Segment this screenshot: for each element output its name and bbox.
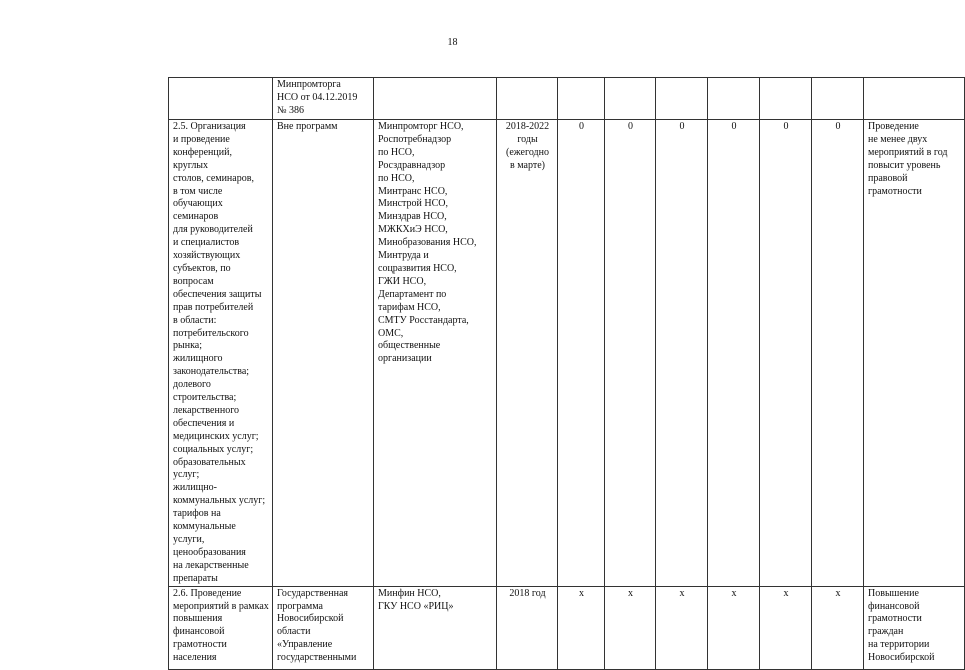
program-table — [168, 77, 965, 670]
page-number: 18 — [447, 37, 458, 48]
period-cell: 2018 год — [497, 586, 558, 669]
value-cell: 0 — [760, 120, 812, 587]
value-cell: 0 — [708, 120, 760, 587]
measure-cell: 2.5. Организация и проведение конференций, круглых столов, семинаров, в том числе обучающих семинаров для руководителей и специалистов хозяйствующих субъектов, по вопросам обеспечения защиты прав потребителей в области: потребительского рынка; жилищного законодательства; долевого строительства; лекарственного обеспечения и медицинских услуг; социальных услуг; образовательных услуг; жилищно- коммунальных услуг; тарифов на коммунальные услуги, ценообразования на лекарственные препараты — [169, 120, 273, 587]
value-cell — [605, 78, 656, 120]
value-cell: х — [760, 586, 812, 669]
value-cell: х — [656, 586, 708, 669]
value-cell: 0 — [812, 120, 864, 587]
executors-cell — [374, 78, 497, 120]
table-row — [169, 120, 965, 587]
measure-cell: 2.6. Проведение мероприятий в рамках повышения финансовой грамотности населения — [169, 586, 273, 669]
period-cell — [497, 78, 558, 120]
value-cell — [708, 78, 760, 120]
value-cell — [656, 78, 708, 120]
executors-cell: Минпромторг НСО, Роспотребнадзор по НСО, Росздравнадзор по НСО, Минтранс НСО, Минстрой НСО, Минздрав НСО, МЖКХиЭ НСО, Минобразования НСО, Минтруда и соцразвития НСО, ГЖИ НСО, Департамент по тарифам НСО, СМТУ Росстандарта, ОМС, общественные организации — [374, 120, 497, 587]
funding-source-cell: Минпромторга НСО от 04.12.2019 № 386 — [273, 78, 374, 120]
value-cell: х — [605, 586, 656, 669]
period-cell: 2018-2022 годы (ежегодно в марте) — [497, 120, 558, 587]
funding-source-cell: Государственная программа Новосибирской области «Управление государственными — [273, 586, 374, 669]
funding-source-cell: Вне программ — [273, 120, 374, 587]
executors-cell: Минфин НСО, ГКУ НСО «РИЦ» — [374, 586, 497, 669]
value-cell: х — [708, 586, 760, 669]
measure-cell — [169, 78, 273, 120]
expected-result-cell: Повышение финансовой грамотности граждан на территории Новосибирской — [864, 586, 965, 669]
value-cell — [558, 78, 605, 120]
table-row — [169, 78, 965, 120]
expected-result-cell — [864, 78, 965, 120]
value-cell: 0 — [605, 120, 656, 587]
table-row — [169, 586, 965, 669]
value-cell: х — [558, 586, 605, 669]
value-cell — [812, 78, 864, 120]
expected-result-cell: Проведение не менее двух мероприятий в год повысит уровень правовой грамотности — [864, 120, 965, 587]
value-cell: 0 — [558, 120, 605, 587]
value-cell: 0 — [656, 120, 708, 587]
value-cell — [760, 78, 812, 120]
value-cell: х — [812, 586, 864, 669]
